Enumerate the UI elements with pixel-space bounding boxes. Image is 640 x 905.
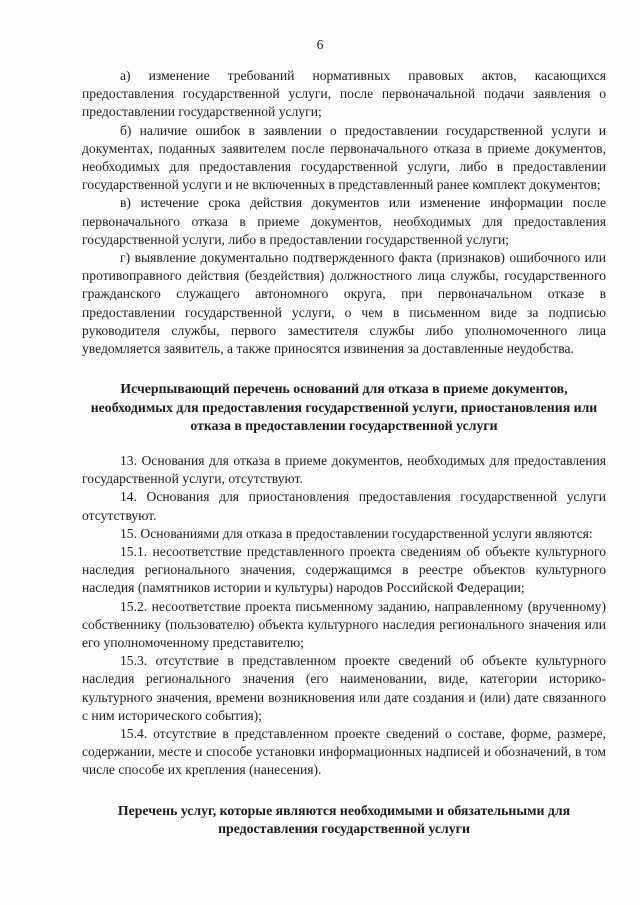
paragraph-15-4: 15.4. отсутствие в представленном проекте сведений о составе, форме, размере, содержании, месте и способе установки информационных надписей и обозначений, в том числе способе их крепления (нанесения). [82, 726, 606, 778]
paragraph-14: 14. Основания для приостановления предоставления государственной услуги отсутствуют. [82, 489, 606, 523]
paragraph-g: г) выявление документально подтвержденного факта (признаков) ошибочного или противоправного действия (бездействия) должностного лица службы, государственного гражданского служащего автономного округа, при первоначальном отказе в предоставлении государственной услуги, о чем в письменном виде за подписью руководителя службы, первого заместителя службы либо уполномоченного лица уведомляется заявитель, а также приносятся извинения за доставленные неудобства. [82, 250, 606, 357]
spacer [82, 436, 606, 452]
page-number: 6 [316, 37, 324, 52]
paragraph-v: в) истечение срока действия документов или изменение информации после первоначального отказа в приеме документов, необходимых для предоставления государственной услуги, либо в предоставлении государственной услуги; [82, 195, 606, 247]
paragraph-15-2: 15.2. несоответствие проекта письменному заданию, направленному (врученному) собственнику (пользователю) объекта культурного наследия регионального значения или его уполномоченному представителю; [82, 598, 606, 651]
paragraph-a: а) изменение требований нормативных правовых актов, касающихся предоставления государственной услуги, после первоначальной подачи заявления о предоставлении государственной услуги; [82, 68, 606, 120]
section-heading-refusal-grounds: Исчерпывающий перечень оснований для отказа в приеме документов, необходимых для предоставления государственной услуги, приостановления или отказа в предоставлении государственной услуги [90, 381, 598, 434]
paragraph-b: б) наличие ошибок в заявлении о предоставлении государственной услуги и документах, поданных заявителем после первоначального отказа в приеме документов, необходимых для предоставления государственной услуги, либо в предоставлении государственной услуги и не включенных в представленный ранее комплект документов; [82, 122, 606, 193]
document-body [82, 67, 606, 839]
paragraph-15: 15. Основаниями для отказа в предоставлении государственной услуги являются: [120, 525, 593, 541]
section-heading-required-services: Перечень услуг, которые являются необходимыми и обязательными для предоставления государственной услуги [117, 802, 571, 837]
paragraph-15-3: 15.3. отсутствие в представленном проекте сведений об объекте культурного наследия регионального значения (его наименовании, виде, категории историко-культурного значения, времени возникновения или дате создания и (или) дате связанного с ним исторического события); [82, 653, 606, 723]
paragraph-15-1: 15.1. несоответствие представленного проекта сведениям об объекте культурного наследия регионального значения, содержащимся в реестре объектов культурного наследия (памятников истории и культуры) народов Российской Федерации; [82, 544, 606, 596]
paragraph-13: 13. Основания для отказа в приеме документов, необходимых для предоставления государственной услуги, отсутствуют. [82, 453, 606, 487]
